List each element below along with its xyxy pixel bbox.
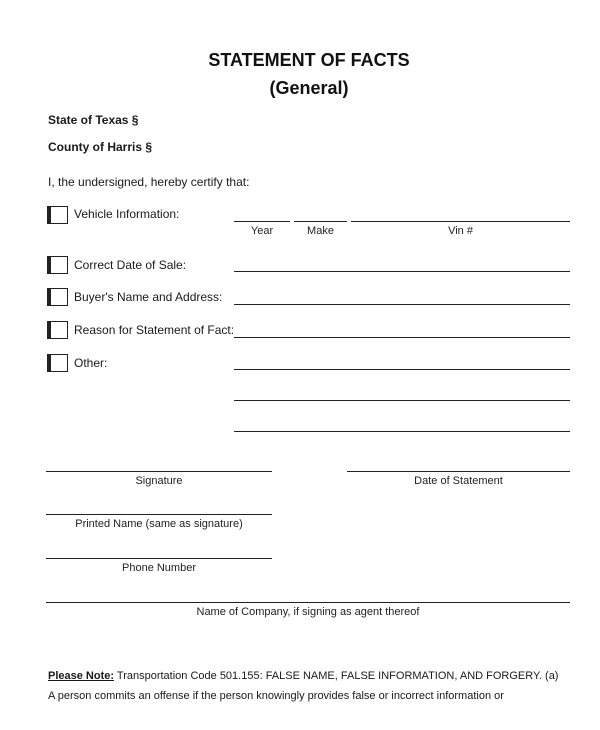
note-line-1 (48, 666, 568, 686)
vehicle-checkbox[interactable] (50, 206, 68, 224)
date-of-sale-checkbox[interactable] (50, 256, 68, 274)
date-of-statement-line[interactable] (347, 471, 570, 472)
other-line-1[interactable] (234, 369, 570, 370)
printed-name-line[interactable] (46, 514, 272, 515)
vehicle-label: Vehicle Information: (74, 207, 180, 221)
phone-caption: Phone Number (122, 562, 196, 574)
printed-name-caption: Printed Name (same as signature) (75, 518, 243, 530)
other-line-3[interactable] (234, 431, 570, 432)
note-text-1: Transportation Code 501.155: FALSE NAME, FALSE INFORMATION, AND FORGERY. (a) (114, 670, 559, 682)
reason-checkbox[interactable] (50, 321, 68, 339)
state-label: State of Texas § (48, 113, 139, 127)
reason-line[interactable] (234, 337, 570, 338)
year-line[interactable] (234, 221, 290, 222)
other-line-2[interactable] (234, 400, 570, 401)
vin-caption: Vin # (448, 225, 473, 237)
buyer-label: Buyer's Name and Address: (74, 290, 223, 304)
note-label: Please Note: (48, 670, 115, 682)
make-caption: Make (307, 225, 334, 237)
company-line[interactable] (46, 602, 570, 603)
buyer-checkbox[interactable] (50, 288, 68, 306)
date-of-statement-caption: Date of Statement (414, 475, 503, 487)
other-checkbox[interactable] (50, 354, 68, 372)
year-caption: Year (250, 225, 274, 237)
phone-line[interactable] (46, 558, 272, 559)
date-of-sale-line[interactable] (234, 271, 570, 272)
page-subtitle: (General) (269, 78, 349, 98)
certify-text: I, the undersigned, hereby certify that: (48, 175, 250, 189)
reason-label: Reason for Statement of Fact: (74, 323, 235, 337)
company-caption: Name of Company, if signing as agent thereof (196, 606, 420, 618)
note-text-2: A person commits an offense if the person knowingly provides false or incorrect information or (48, 690, 504, 702)
make-line[interactable] (294, 221, 347, 222)
vin-line[interactable] (351, 221, 570, 222)
page-title: STATEMENT OF FACTS (208, 50, 410, 70)
county-label: County of Harris § (48, 140, 153, 154)
signature-caption: Signature (135, 475, 183, 487)
date-of-sale-label: Correct Date of Sale: (74, 258, 187, 272)
signature-line[interactable] (46, 471, 272, 472)
other-label: Other: (74, 356, 108, 370)
buyer-line[interactable] (234, 304, 570, 305)
